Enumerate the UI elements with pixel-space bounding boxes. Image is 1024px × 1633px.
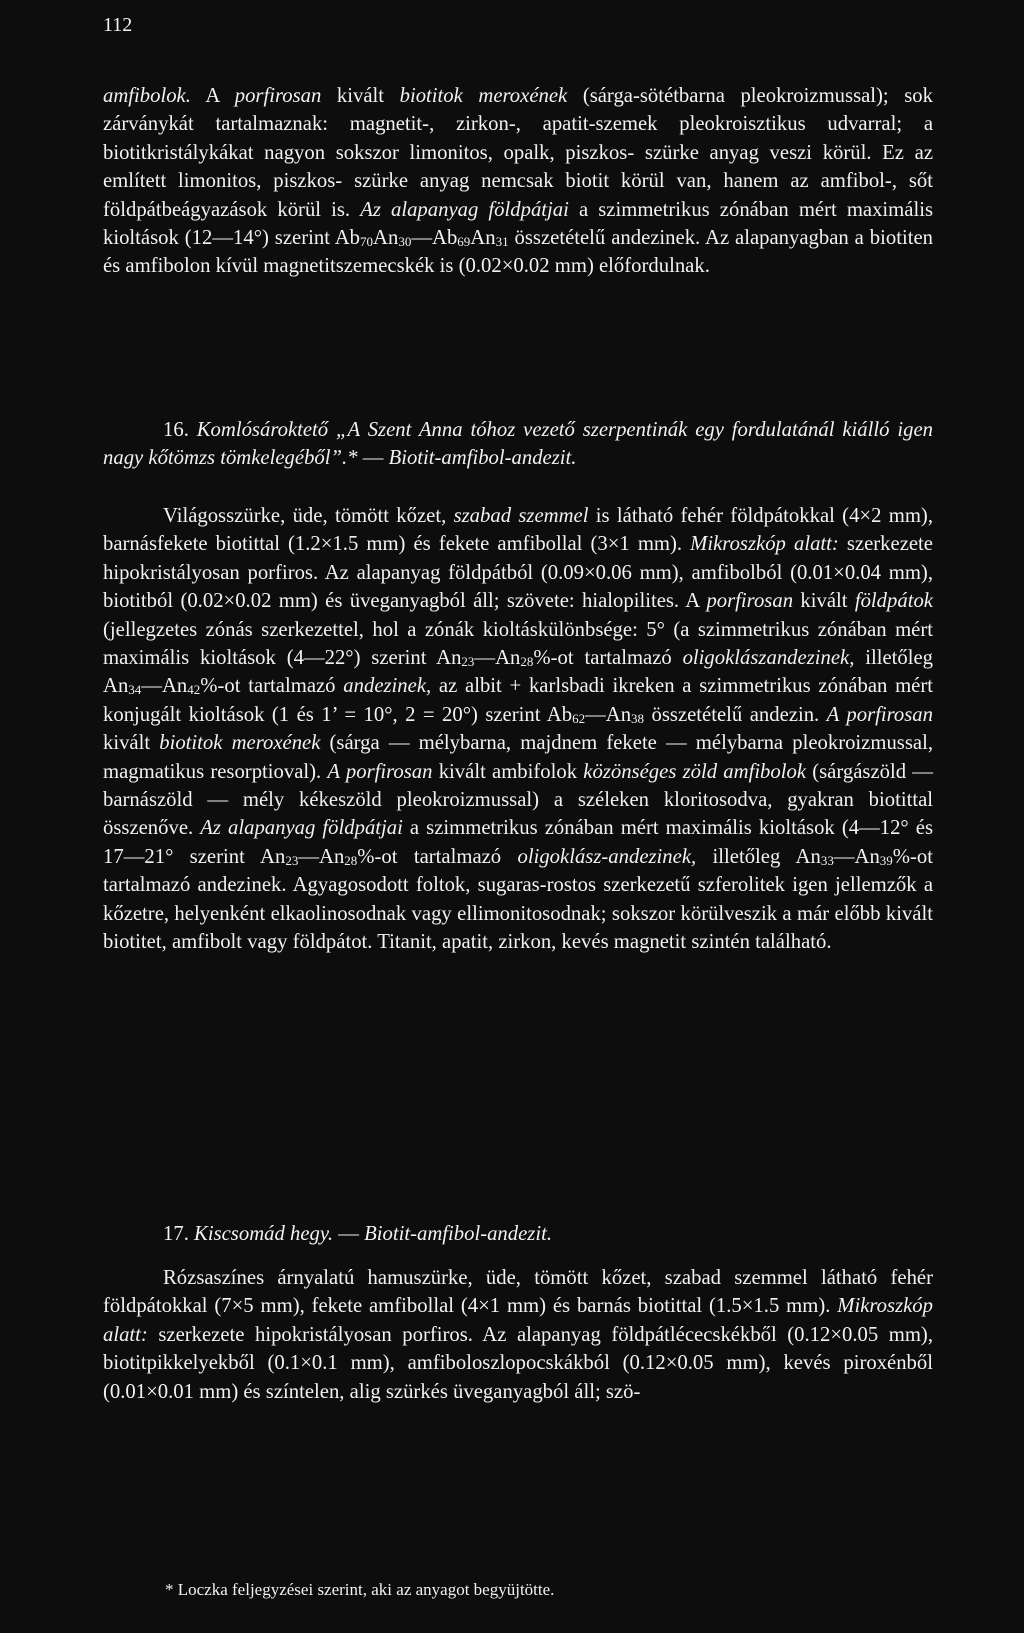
text: %-ot tartalmazó [533,647,683,670]
subscript: 38 [631,710,645,726]
subscript: 23 [285,852,299,868]
text: kivált ambifolok [432,760,584,783]
section-16-heading [103,416,933,473]
page-number: 112 [103,14,133,36]
subscript: 39 [879,852,893,868]
text [350,199,360,221]
text: porfirosan [706,590,794,613]
text: Az alapanyag földpátjai [360,198,569,221]
text: An [470,227,496,250]
text: biotitok meroxének [159,732,321,755]
text: A [190,85,235,107]
subscript: 31 [495,234,509,250]
text: szerkezete hipokristályosan porfiros. Az alapanyag földpátlécecskékből (0.12×0.05 mm), biotitpikkelyekből (0.1×0.1 mm), amfiboloszlopocskákból (0.12×0.05 mm), kevés piroxénből (0.01×0.01 mm) és színtelen, alig szürkés üveganyagból áll; szö- [103,1323,933,1403]
text: %-ot tartalmazó [357,845,518,868]
text: a szimmetrikus zónában mért maximális kioltások (4—12° és 17—21° szerint An [103,817,933,868]
text: —An [833,845,880,868]
rock-name: Biotit-amfibol-andezit. [388,447,577,470]
subscript: 30 [398,234,412,250]
text: porfirosan [234,85,322,107]
subscript: 70 [360,234,374,250]
section-17-heading [103,1220,933,1248]
text: An [373,227,399,250]
text: összetételű andezin. [644,703,827,726]
text: — [333,1223,365,1245]
section-number: 16. [163,419,189,441]
text: amfibolok. [103,85,191,107]
text: —An [298,845,345,868]
sample-title: „A Szent Anna tóhoz vezető szerpentinák egy fordulatánál kiálló igen nagy kőtömzs tömkelegéből”.* [103,419,933,470]
text: —An [474,647,521,670]
text: közönséges zöld amfibolok [583,760,807,783]
subscript: 42 [187,682,201,698]
text: biotitok meroxének [399,85,568,107]
subscript: 28 [520,654,534,670]
text: kivált [321,85,400,107]
text: (jellegzetes zónás szerkezettel, hol a zónák kioltáskülönbsége: 5° (a szimmetrikus zónában mért maximális kioltások (4—22°) szerint An [103,618,933,670]
text: földpátok [854,590,933,613]
text: földpátbeágyazások körül is. [103,198,351,221]
text: az albit + karlsbadi ikreken a szimmetrikus zónában mért konjugált kioltások (1 és 1’ = 10°, 2 = 20°) szerint Ab [103,675,933,726]
text: szürke anyag nemcsak biotit körül van, hanem az amfibol-, sőt [354,170,933,193]
place-name: Kiscsomád hegy. [188,1223,334,1245]
text: Rózsaszínes árnyalatú hamuszürke, üde, tömött kőzet, szabad szemmel látható fehér földpátokkal (7×5 mm), fekete amfibollal (4×1 mm) és barnás biotittal (1.5×1.5 mm). [103,1267,933,1318]
subscript: 33 [820,852,834,868]
place-name: Komlósároktető [188,419,329,441]
section-number: 17. [163,1223,189,1245]
subscript: 23 [461,654,475,670]
text: —An [141,675,188,698]
text: Világosszürke, üde, tömött kőzet, [163,505,454,527]
text: oligoklászandezinek, [682,647,855,670]
text: Mikroszkóp alatt: [103,1295,933,1346]
subscript: 62 [572,710,586,726]
paragraph-section-17 [103,1264,933,1406]
text: kivált [103,732,160,755]
text: oligoklász-andezinek, [517,845,697,868]
subscript: 69 [457,234,471,250]
text: —An [585,703,632,726]
text: szerkezete hipokristályosan porfiros. Az alapanyag földpátból (0.09×0.06 mm), amfibolból (0.01×0.04 mm), biotitból (0.02×0.02 mm) és üveganyagból áll; szövete: hialopilites. A [103,533,933,613]
text: Mikroszkóp alatt: [690,533,839,556]
text: %-ot tartalmazó andezinek. Agyagosodott foltok, sugaras-rostos szerkezetű szferolitek igen jellemzők a kőzetre, helyenként elkaolinosodnak vagy ellimonitosodnak; sokszor körülveszik a már előbb kivált biotitet, amfibolt vagy földpátot. Titanit, apatit, zirkon, kevés magnetit szintén található. [103,845,934,954]
text: Az alapanyag földpátjai [200,817,403,840]
subscript: 34 [128,682,142,698]
text: — [357,447,389,470]
text: (sárga-sötétbarna pleokroizmussal); sok zárványkát tartalmaznak: magnetit-, zirkon-, apatit-szemek pleokroisztikus udvarral; [103,85,933,136]
text: A porfirosan [327,760,433,783]
text: a szimmetrikus zónában mért maximális kioltások (12—14°) szerint Ab [103,198,934,250]
text: %-ot tartalmazó [200,675,344,698]
text: a biotitkristálykákat nagyon sokszor limonitos, opalk, piszkos- [103,113,934,164]
text: kivált [793,590,855,613]
text: andezinek, [343,675,432,698]
text: illetőleg An [103,647,933,698]
text: (sárga — mélybarna, majdnem fekete — mélybarna pleokroizmussal, magmatikus resorptioval). [103,732,933,783]
text: (sárgászöld — barnászöld — mély kékeszöld pleokroizmussal) a széleken kloritosodva, gyakran biotittal összenőve. [103,760,933,840]
rock-name: Biotit-amfibol-andezit. [364,1223,553,1245]
text: szabad szemmel [453,505,589,527]
text: szürke anyag veszi körül. Ez az említett limonitos, piszkos- [103,141,933,193]
subscript: 28 [344,852,358,868]
paragraph-amfibolok [103,82,933,281]
text: —Ab [411,227,458,250]
text: is látható fehér földpátokkal (4×2 mm), barnásfekete biotittal (1.2×1.5 mm) és fekete amfibollal (3×1 mm). [103,505,933,556]
paragraph-section-16 [103,502,933,957]
text: A porfirosan [826,703,933,726]
text: összetételű andezinek. Az alapanyagban a biotiten és amfibolon kívül magnetitszemecskék is (0.02×0.02 mm) előfordulnak. [103,227,933,278]
text: illetőleg An [696,845,821,868]
footnote: * Loczka feljegyzései szerint, aki az anyagot begyüjtötte. [165,1580,555,1599]
